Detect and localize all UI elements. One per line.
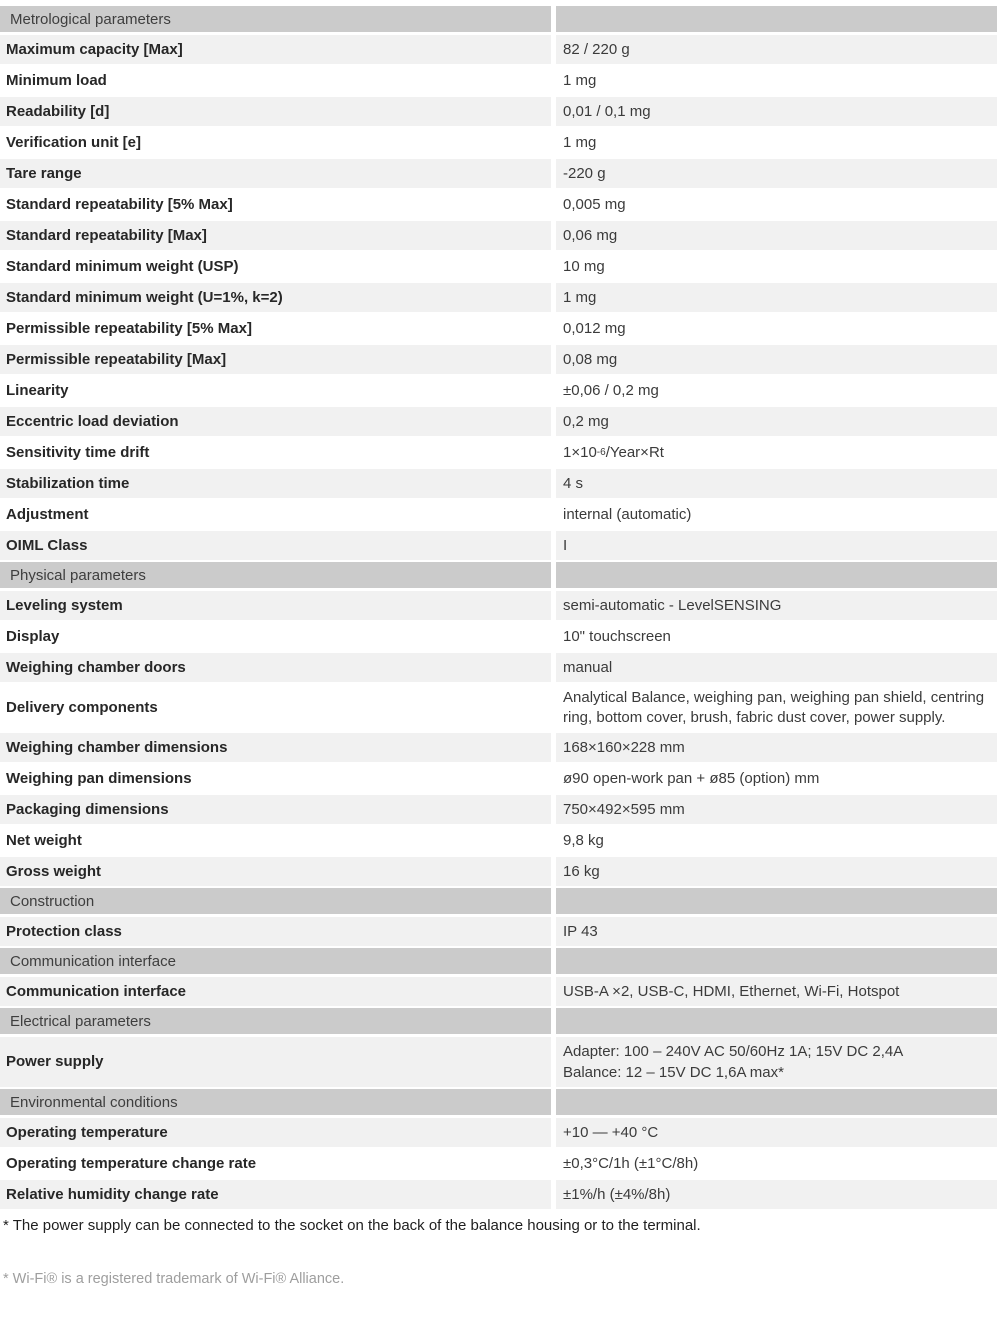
spec-value: 4 s bbox=[556, 469, 997, 498]
spec-value: -220 g bbox=[556, 159, 997, 188]
spec-label: Display bbox=[0, 622, 551, 651]
spec-label: Permissible repeatability [5% Max] bbox=[0, 314, 551, 343]
spec-row bbox=[0, 1118, 1000, 1147]
spec-label: Operating temperature change rate bbox=[0, 1149, 551, 1178]
spec-row bbox=[0, 591, 1000, 620]
section-header-row bbox=[0, 6, 1000, 32]
spec-row bbox=[0, 97, 1000, 126]
spec-value: +10 — +40 °C bbox=[556, 1118, 997, 1147]
spec-value: 10 mg bbox=[556, 252, 997, 281]
spec-label: Verification unit [e] bbox=[0, 128, 551, 157]
section-header-spacer bbox=[556, 888, 997, 914]
spec-row bbox=[0, 407, 1000, 436]
spec-row bbox=[0, 857, 1000, 886]
spec-value: USB-A ×2, USB-C, HDMI, Ethernet, Wi-Fi, Hotspot bbox=[556, 977, 997, 1006]
spec-value: 0,01 / 0,1 mg bbox=[556, 97, 997, 126]
spec-row bbox=[0, 66, 1000, 95]
spec-row bbox=[0, 764, 1000, 793]
spec-label: Weighing chamber doors bbox=[0, 653, 551, 682]
spec-value: IP 43 bbox=[556, 917, 997, 946]
spec-label: Power supply bbox=[0, 1037, 551, 1087]
spec-value: 0,012 mg bbox=[556, 314, 997, 343]
footnote-wifi-trademark: * Wi-Fi® is a registered trademark of Wi-Fi® Alliance. bbox=[3, 1271, 345, 1287]
spec-value-line: Balance: 12 – 15V DC 1,6A max* bbox=[563, 1064, 784, 1081]
spec-row bbox=[0, 190, 1000, 219]
spec-row bbox=[0, 252, 1000, 281]
spec-value-line: Adapter: 100 – 240V AC 50/60Hz 1A; 15V DC 2,4A bbox=[563, 1043, 904, 1060]
spec-value: 1 mg bbox=[556, 128, 997, 157]
spec-row bbox=[0, 345, 1000, 374]
spec-value: 0,005 mg bbox=[556, 190, 997, 219]
spec-label: Communication interface bbox=[0, 977, 551, 1006]
spec-label: Packaging dimensions bbox=[0, 795, 551, 824]
spec-value: Analytical Balance, weighing pan, weighing pan shield, centring ring, bottom cover, brush, fabric dust cover, power supply. bbox=[556, 684, 997, 731]
spec-value: 9,8 kg bbox=[556, 826, 997, 855]
spec-value: 0,06 mg bbox=[556, 221, 997, 250]
spec-label: Readability [d] bbox=[0, 97, 551, 126]
section-header-spacer bbox=[556, 948, 997, 974]
spec-value: internal (automatic) bbox=[556, 500, 997, 529]
spec-label: Minimum load bbox=[0, 66, 551, 95]
spec-row bbox=[0, 438, 1000, 467]
spec-value: ±1%/h (±4%/8h) bbox=[556, 1180, 997, 1209]
spec-label: Delivery components bbox=[0, 684, 551, 731]
spec-label: Net weight bbox=[0, 826, 551, 855]
spec-row bbox=[0, 159, 1000, 188]
spec-value: 0,08 mg bbox=[556, 345, 997, 374]
value-base: 1×10 bbox=[563, 443, 597, 461]
section-title: Metrological parameters bbox=[0, 6, 551, 32]
spec-label: Weighing chamber dimensions bbox=[0, 733, 551, 762]
spec-row bbox=[0, 826, 1000, 855]
spec-label: OIML Class bbox=[0, 531, 551, 560]
spec-label: Stabilization time bbox=[0, 469, 551, 498]
spec-value: I bbox=[556, 531, 997, 560]
spec-value: 1 mg bbox=[556, 283, 997, 312]
spec-label: Adjustment bbox=[0, 500, 551, 529]
spec-row bbox=[0, 653, 1000, 682]
spec-row bbox=[0, 500, 1000, 529]
spec-value: 750×492×595 mm bbox=[556, 795, 997, 824]
spec-value bbox=[556, 438, 997, 467]
spec-row bbox=[0, 128, 1000, 157]
spec-label: Standard minimum weight (U=1%, k=2) bbox=[0, 283, 551, 312]
spec-value: ø90 open-work pan + ø85 (option) mm bbox=[556, 764, 997, 793]
spec-value: 16 kg bbox=[556, 857, 997, 886]
spec-row bbox=[0, 35, 1000, 64]
spec-value: 10" touchscreen bbox=[556, 622, 997, 651]
spec-label: Relative humidity change rate bbox=[0, 1180, 551, 1209]
spec-row bbox=[0, 1149, 1000, 1178]
spec-row bbox=[0, 795, 1000, 824]
spec-value: 1 mg bbox=[556, 66, 997, 95]
spec-row bbox=[0, 314, 1000, 343]
section-header-spacer bbox=[556, 6, 997, 32]
spec-value: semi-automatic - LevelSENSING bbox=[556, 591, 997, 620]
spec-label: Sensitivity time drift bbox=[0, 438, 551, 467]
section-header-row bbox=[0, 948, 1000, 974]
value-superscript: -6 bbox=[596, 446, 606, 458]
spec-value: manual bbox=[556, 653, 997, 682]
section-header-spacer bbox=[556, 562, 997, 588]
spec-label: Gross weight bbox=[0, 857, 551, 886]
section-header-row bbox=[0, 1008, 1000, 1034]
section-title: Electrical parameters bbox=[0, 1008, 551, 1034]
spec-row bbox=[0, 376, 1000, 405]
spec-value: 0,2 mg bbox=[556, 407, 997, 436]
spec-label: Leveling system bbox=[0, 591, 551, 620]
spec-value: ±0,06 / 0,2 mg bbox=[556, 376, 997, 405]
spec-value bbox=[556, 1037, 997, 1087]
spec-row bbox=[0, 469, 1000, 498]
section-header-spacer bbox=[556, 1089, 997, 1115]
spec-label: Weighing pan dimensions bbox=[0, 764, 551, 793]
spec-label: Maximum capacity [Max] bbox=[0, 35, 551, 64]
spec-row bbox=[0, 917, 1000, 946]
spec-row bbox=[0, 684, 1000, 731]
spec-label: Standard repeatability [Max] bbox=[0, 221, 551, 250]
section-title: Construction bbox=[0, 888, 551, 914]
section-header-spacer bbox=[556, 1008, 997, 1034]
section-header-row bbox=[0, 888, 1000, 914]
spec-value: 82 / 220 g bbox=[556, 35, 997, 64]
spec-label: Protection class bbox=[0, 917, 551, 946]
spec-label: Tare range bbox=[0, 159, 551, 188]
spec-value: 168×160×228 mm bbox=[556, 733, 997, 762]
spec-label: Eccentric load deviation bbox=[0, 407, 551, 436]
spec-label: Linearity bbox=[0, 376, 551, 405]
spec-row bbox=[0, 733, 1000, 762]
section-header-row bbox=[0, 562, 1000, 588]
spec-row bbox=[0, 283, 1000, 312]
footnote-power-supply: * The power supply can be connected to the socket on the back of the balance housing or to the terminal. bbox=[3, 1217, 701, 1234]
section-title: Environmental conditions bbox=[0, 1089, 551, 1115]
spec-label: Operating temperature bbox=[0, 1118, 551, 1147]
spec-value: ±0,3°C/1h (±1°C/8h) bbox=[556, 1149, 997, 1178]
spec-row bbox=[0, 1037, 1000, 1087]
section-title: Communication interface bbox=[0, 948, 551, 974]
spec-label: Permissible repeatability [Max] bbox=[0, 345, 551, 374]
spec-row bbox=[0, 1180, 1000, 1209]
spec-row bbox=[0, 531, 1000, 560]
spec-row bbox=[0, 221, 1000, 250]
section-header-row bbox=[0, 1089, 1000, 1115]
section-title: Physical parameters bbox=[0, 562, 551, 588]
value-suffix: /Year×Rt bbox=[605, 443, 664, 461]
spec-label: Standard repeatability [5% Max] bbox=[0, 190, 551, 219]
spec-label: Standard minimum weight (USP) bbox=[0, 252, 551, 281]
spec-row bbox=[0, 977, 1000, 1006]
spec-row bbox=[0, 622, 1000, 651]
